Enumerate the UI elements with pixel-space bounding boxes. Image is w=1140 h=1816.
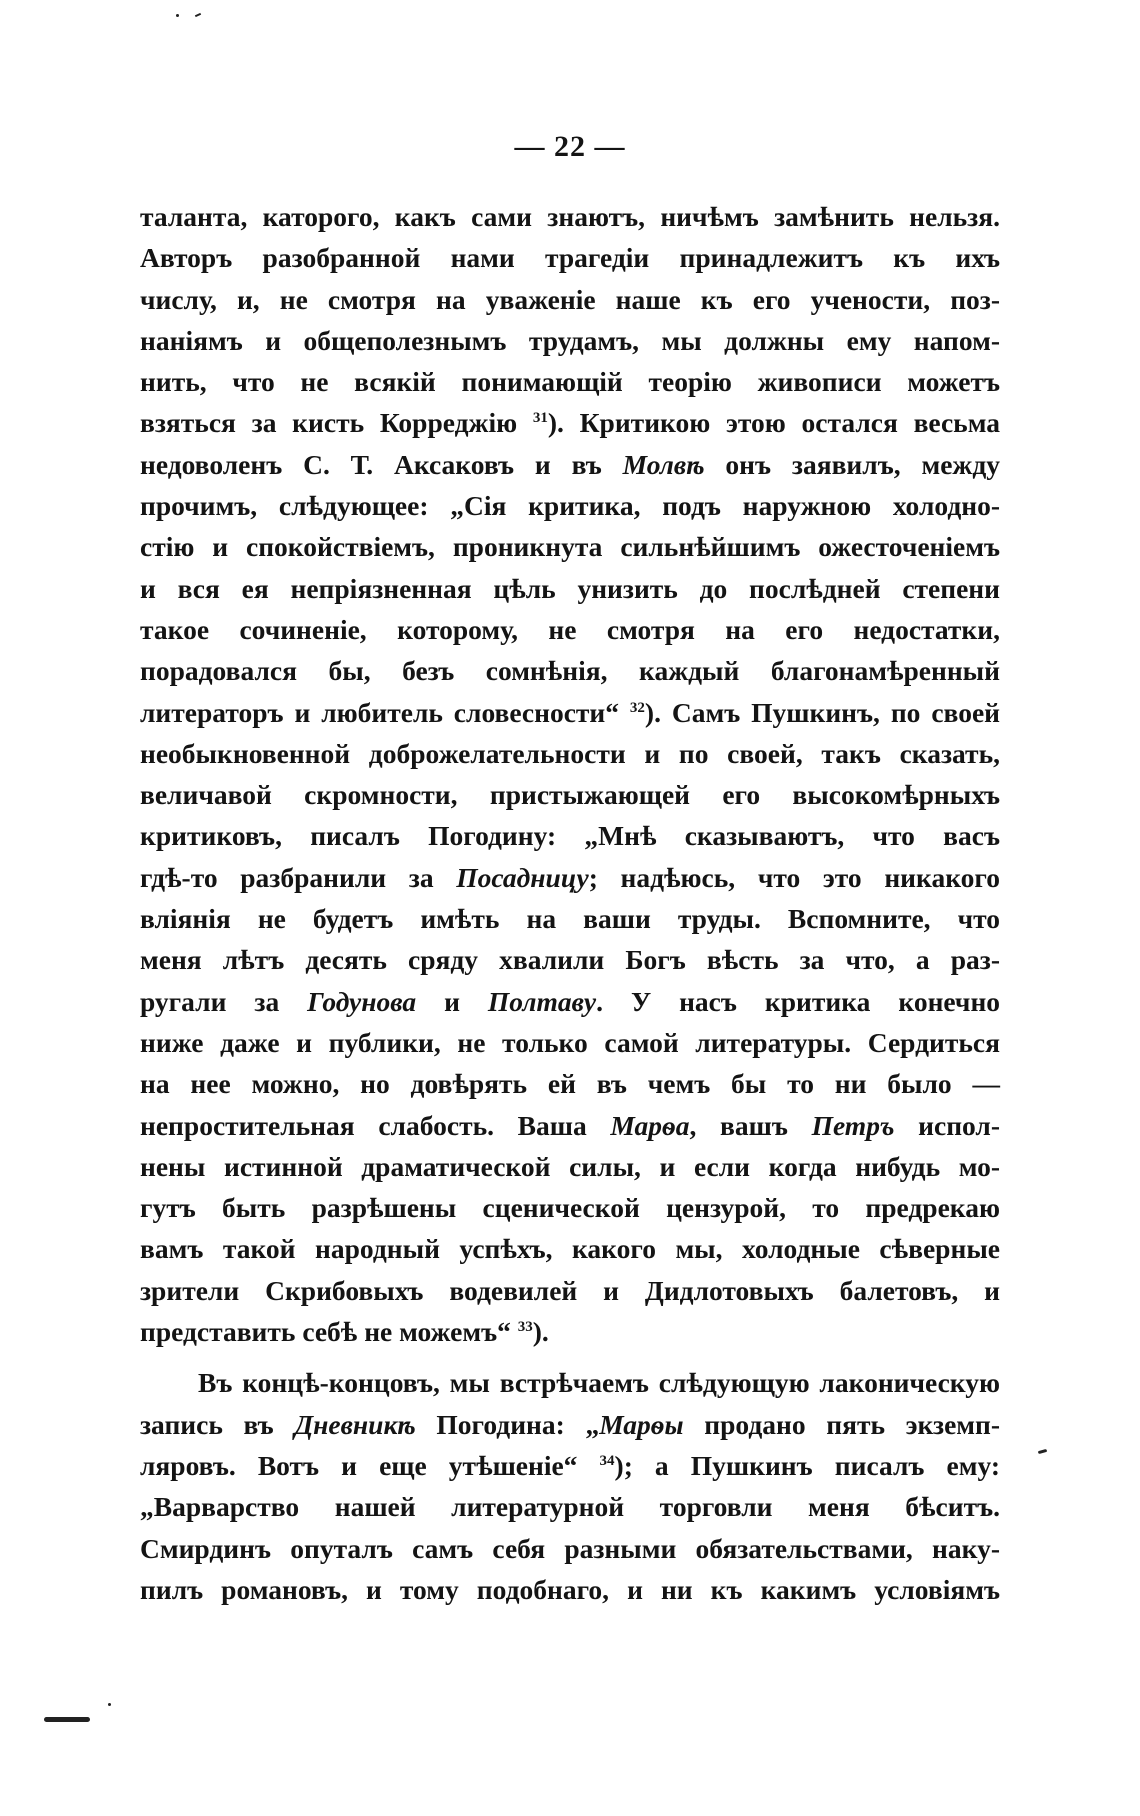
text-span: ). Критикою этою остался весьма (547, 407, 1001, 439)
text-line: критиковъ, писалъ Погодину: „Мнѣ сказываютъ, что васъ (140, 820, 1000, 852)
print-speck (44, 1717, 90, 1722)
text-line: и вся ея непріязненная цѣль унизить до послѣдней степени (140, 572, 1000, 604)
title-italic: Молвѣ (622, 448, 705, 480)
text-span: взяться за кисть Корреджію (140, 407, 518, 439)
text-line (140, 1404, 1000, 1445)
text-line: зрители Скрибовыхъ водевилей и Дидлотовыхъ балетовъ, и (140, 1274, 1000, 1306)
footnote-marker: 34 (599, 1452, 615, 1469)
text-line: Смирдинъ опуталъ самъ себя разными обязательствами, наку- (140, 1532, 1000, 1564)
text-span: гдѣ-то разбранили за (140, 861, 434, 893)
text-line: числу, и, не смотря на уваженіе наше къ его учености, поз- (140, 283, 1000, 315)
title-italic: Марѳа (610, 1109, 690, 1141)
text-line: вліянія не будетъ имѣть на ваши труды. Вспомните, что (140, 903, 1000, 935)
text-line (140, 1105, 1000, 1146)
title-italic: Петръ (811, 1109, 895, 1141)
text-line: такое сочиненіе, которому, не смотря на его недостатки, (140, 613, 1000, 645)
print-speck (195, 13, 201, 17)
text-line (140, 857, 1000, 898)
text-span: испол- (918, 1109, 1001, 1141)
text-line: нены истинной драматической силы, и если когда нибудь мо- (140, 1150, 1000, 1182)
text-span: запись въ (140, 1408, 274, 1440)
text-span: , вашъ (689, 1109, 788, 1141)
text-span: . У насъ критика конечно (596, 985, 1001, 1017)
text-line (140, 1311, 1000, 1352)
footnote-marker: 31 (532, 410, 548, 427)
text-line: стію и спокойствіемъ, проникнута сильнѣйшимъ ожесточеніемъ (140, 531, 1000, 563)
text-line (140, 402, 1000, 443)
text-line: необыкновенной доброжелательности и по своей, такъ сказать, (140, 737, 1000, 769)
text-span: непростительная слабость. Ваша (140, 1109, 587, 1141)
title-italic: Полтаву (487, 985, 597, 1017)
text-line: пилъ романовъ, и тому подобнаго, и ни къ какимъ условіямъ (140, 1573, 1000, 1605)
text-line: меня лѣтъ десять сряду хвалили Богъ вѣсть за что, а раз- (140, 944, 1000, 976)
paragraph-2 (140, 1362, 1000, 1610)
text-span: ). (532, 1316, 549, 1348)
text-line (140, 444, 1000, 485)
text-span: литераторъ и любитель словесности“ (140, 696, 620, 728)
text-line: Въ концѣ-концовъ, мы встрѣчаемъ слѣдующую лаконическую (198, 1367, 1000, 1399)
title-italic: Посадницу (456, 861, 589, 893)
title-italic: Дневникѣ (294, 1408, 416, 1440)
text-span: продано пять экземп- (704, 1408, 1001, 1440)
text-line: на нее можно, но довѣрять ей въ чемъ бы то ни было — (140, 1068, 1000, 1100)
text-span: недоволенъ С. Т. Аксаковъ и въ (140, 448, 602, 480)
print-speck (1038, 1449, 1047, 1454)
text-span: ); а Пушкинъ писалъ ему: (614, 1449, 1001, 1481)
body-text (140, 196, 1000, 1610)
footnote-marker: 33 (517, 1318, 533, 1335)
text-line (140, 692, 1000, 733)
text-span: ). Самъ Пушкинъ, по своей (644, 696, 1000, 728)
text-line: „Варварство нашей литературной торговли меня бѣситъ. (140, 1491, 1000, 1523)
text-span: ляровъ. Вотъ и еще утѣшеніе“ (140, 1449, 578, 1481)
text-line: гутъ быть разрѣшены сценической цензурой, то предрекаю (140, 1192, 1000, 1224)
print-speck (108, 1703, 111, 1706)
text-line: вамъ такой народный успѣхъ, какого мы, холодные сѣверные (140, 1233, 1000, 1265)
footnote-marker: 32 (629, 699, 645, 716)
text-line (140, 1445, 1000, 1486)
text-span: онъ заявилъ, между (725, 448, 1000, 480)
text-line: нить, что не всякій понимающій теорію живописи можетъ (140, 366, 1000, 398)
page-number: — 22 — (514, 130, 626, 163)
text-line (140, 981, 1000, 1022)
text-span: представить себѣ не можемъ“ (140, 1316, 511, 1348)
text-line: Авторъ разобранной нами трагедіи принадлежитъ къ ихъ (140, 242, 1000, 274)
text-line: порадовался бы, безъ сомнѣнія, каждый благонамѣренный (140, 655, 1000, 687)
text-line: величавой скромности, пристыжающей его высокомѣрныхъ (140, 779, 1000, 811)
text-line: таланта, каторого, какъ сами знаютъ, ничѣмъ замѣнить нельзя. (140, 201, 1000, 232)
title-italic: Марѳы (599, 1408, 684, 1440)
title-italic: Годунова (307, 985, 417, 1017)
text-span: ругали за (140, 985, 280, 1017)
text-line: прочимъ, слѣдующее: „Сія критика, подъ наружною холодно- (140, 490, 1000, 522)
print-speck (176, 14, 179, 17)
text-line: ниже даже и публики, не только самой литературы. Сердиться (140, 1026, 1000, 1058)
text-line: наніямъ и общеполезнымъ трудамъ, мы должны ему напом- (140, 324, 1000, 356)
text-span: Погодина: „ (436, 1408, 600, 1440)
paragraph-1 (140, 196, 1000, 1352)
text-span: и (444, 985, 460, 1017)
text-span: ; надѣюсь, что это никакого (588, 861, 1000, 893)
